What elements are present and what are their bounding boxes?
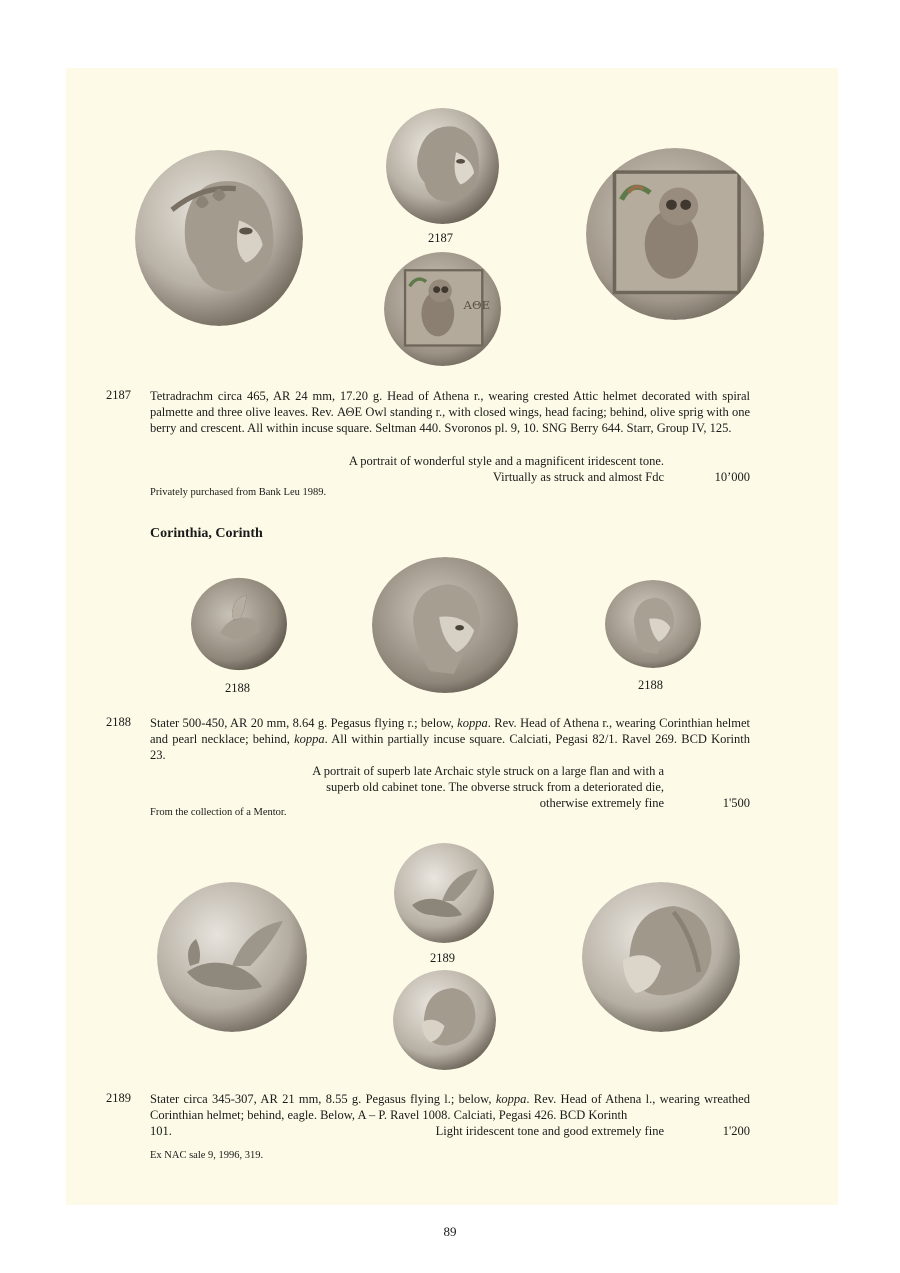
lot-provenance-2188: From the collection of a Mentor. — [150, 807, 287, 818]
coin-owl-reverse-small — [384, 252, 501, 366]
page-number: 89 — [443, 1224, 457, 1239]
lot-provenance-2187: Privately purchased from Bank Leu 1989. — [150, 487, 327, 498]
lot-description-2188-koppa-2: koppa — [294, 732, 325, 747]
lot-description-2188-part-5: . All within partially incuse square. Calciati, Pegasi 82/1. Ravel 269. BCD Korinth 23. — [150, 732, 750, 763]
coin-pegasus-obverse-small — [394, 843, 494, 943]
coin-athena-obverse-large — [135, 150, 303, 326]
lot-number-2189: 2189 — [106, 1091, 131, 1105]
lot-number-2188: 2188 — [106, 715, 131, 729]
lot-description-2189-last-line: 101. — [150, 1124, 172, 1138]
lot-estimate-2188: 1'500 — [722, 796, 750, 810]
coin-pegasus-obverse-large — [157, 882, 307, 1032]
image-label-2189: 2189 — [430, 951, 455, 965]
lot-estimate-2189: 1'200 — [722, 1124, 750, 1138]
svg-text:ΑΘΕ: ΑΘΕ — [463, 298, 491, 312]
lot-comment-2188-line-3: otherwise extremely fine — [539, 796, 664, 810]
lot-comment-2187-line-1: A portrait of wonderful style and a magnificent iridescent tone. — [348, 454, 664, 468]
lot-description-2189 — [150, 1091, 750, 1123]
section-heading: Corinthia, Corinth — [150, 526, 263, 541]
lot-description-2187: Tetradrachm circa 465, AR 24 mm, 17.20 g. Head of Athena r., wearing crested Attic helmet decorated with spiral palmette and three olive leaves. Rev. ΑΘΕ Owl standing r., with closed wings, head facing; behind, olive sprig with one berry and crescent. All within incuse square. Seltman 440. Svoronos pl. 9, 10. SNG Berry 644. Starr, Group IV, 125. — [150, 389, 750, 436]
coin-athena-corinthian-large — [372, 557, 518, 693]
lot-description-2189-part-1: Stater circa 345-307, AR 21 mm, 8.55 g. Pegasus flying l.; below, — [150, 1092, 496, 1106]
coin-athena-wreathed-small — [393, 970, 496, 1070]
coin-pegasus-obverse-archaic — [191, 576, 287, 672]
lot-description-2188-part-3: . Rev. Head of Athena r., wearing Corinthian helmet and pearl necklace; behind, — [150, 716, 750, 747]
lot-comment-2188-line-2: superb old cabinet tone. The obverse struck from a deteriorated die, — [326, 780, 664, 794]
lot-description-2189-koppa: koppa — [495, 1092, 527, 1106]
lot-comment-2187-line-2: Virtually as struck and almost Fdc — [492, 470, 664, 484]
coin-athena-obverse-small — [386, 108, 499, 224]
coin-athena-corinthian-small — [605, 580, 701, 668]
coin-owl-reverse-large — [586, 148, 764, 320]
image-label-2188-left: 2188 — [225, 681, 250, 695]
lot-description-2188 — [150, 715, 750, 764]
lot-comment-2189: Light iridescent tone and good extremely fine — [435, 1124, 664, 1138]
image-label-2188-right: 2188 — [638, 678, 663, 692]
lot-description-2188-koppa-1: koppa — [457, 716, 488, 730]
lot-number-2187: 2187 — [106, 388, 131, 402]
lot-provenance-2189: Ex NAC sale 9, 1996, 319. — [150, 1150, 264, 1161]
lot-description-2189-part-3: . Rev. Head of Athena l., wearing wreathed Corinthian helmet; behind, eagle. Below, A – P. Ravel 1008. Calciati, Pegasi 426. BCD Korinth — [150, 1092, 750, 1123]
lot-comment-2188-line-1: A portrait of superb late Archaic style struck on a large flan and with a — [312, 764, 664, 778]
lot-description-2188-part-1: Stater 500-450, AR 20 mm, 8.64 g. Pegasus flying r.; below, — [150, 716, 458, 730]
lot-estimate-2187: 10’000 — [714, 470, 750, 484]
image-label-2187: 2187 — [428, 231, 453, 245]
coin-athena-wreathed-large — [582, 882, 740, 1032]
